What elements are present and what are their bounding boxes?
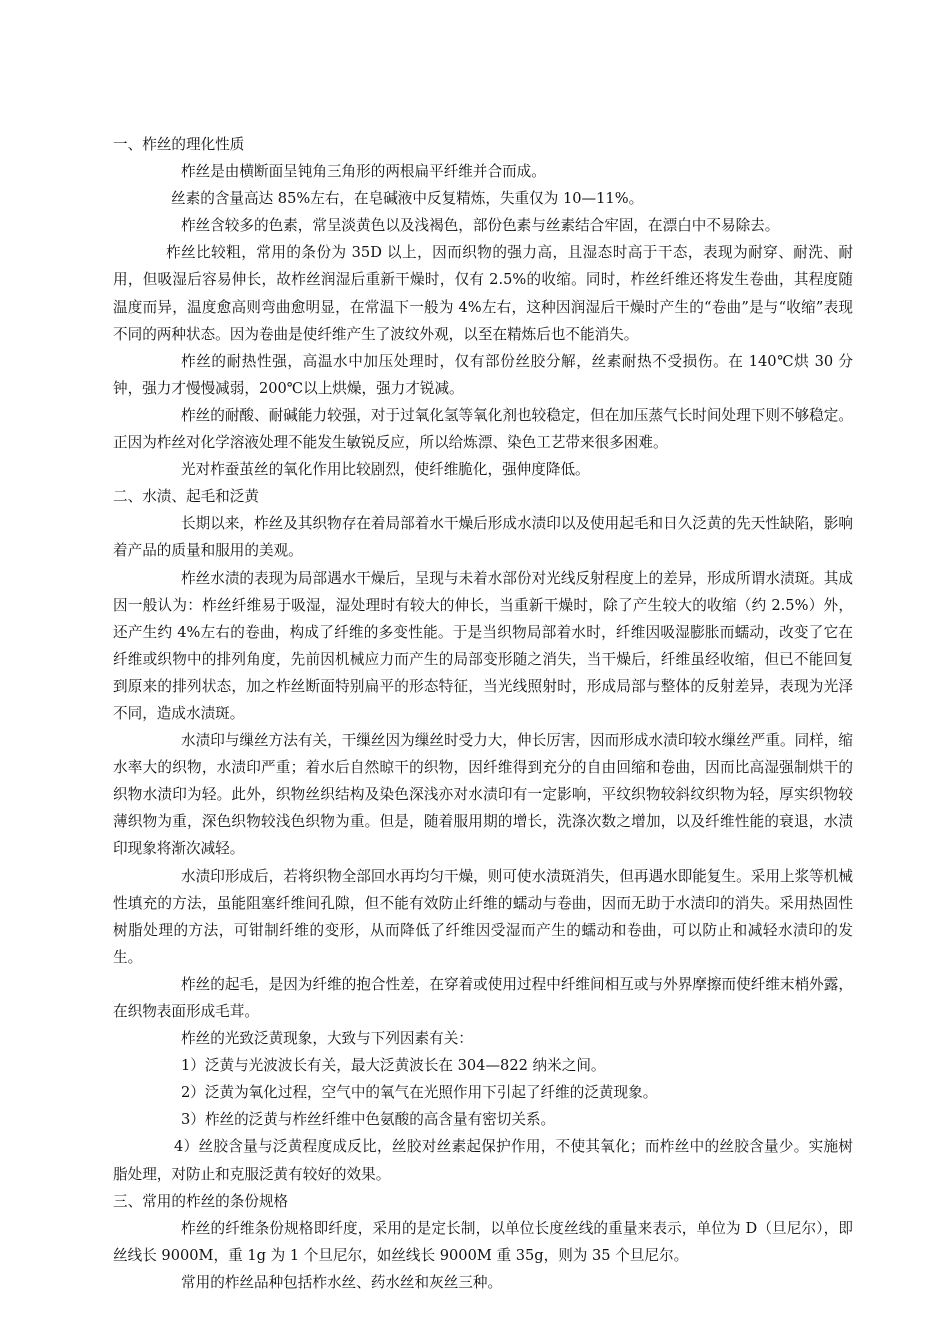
list-item: 4）丝胶含量与泛黄程度成反比，丝胶对丝素起保护作用，不使其氧化；而柞丝中的丝胶含量少。实施树脂处理，对防止和克服泛黄有较好的效果。	[113, 1138, 853, 1183]
paragraph: 柞丝的耐酸、耐碱能力较强，对于过氧化氢等氧化剂也较稳定，但在加压蒸气长时间处理下则不够稳定。正因为柞丝对化学溶液处理不能发生敏锐反应，所以给炼漂、染色工艺带来很多困难。	[113, 406, 853, 452]
paragraph: 柞丝比较粗，常用的条份为 35D 以上，因而织物的强力高，且湿态时高于干态，表现为耐穿、耐洗、耐用，但吸湿后容易伸长，故柞丝润湿后重新干燥时，仅有 2.5%的收缩。同时，柞丝纤维还将发生卷曲，其程度随温度而异，温度愈高则弯曲愈明显，在常温下一般为 4%左右，这种因润湿后干燥时产生的“卷曲”是与“收缩”表现不同的两种状态。因为卷曲是使纤维产生了波纹外观，以至在精炼后也不能消失。	[113, 244, 853, 343]
paragraph: 水渍印与缫丝方法有关，干缫丝因为缫丝时受力大，伸长厉害，因而形成水渍印较水缫丝严重。同样，缩水率大的织物，水渍印严重；着水后自然晾干的织物，因纤维得到充分的自由回缩和卷曲，因而比高湿强制烘干的织物水渍印为轻。此外，织物丝织结构及染色深浅亦对水渍印有一定影响，平纹织物较斜纹织物为轻，厚实织物较薄织物为重，深色织物较浅色织物为重。但是，随着服用期的增长，洗涤次数之增加，以及纤维性能的衰退，水渍印现象将渐次减轻。	[113, 732, 853, 858]
section-heading-3: 三、常用的柞丝的条份规格	[113, 1192, 289, 1210]
paragraph: 柞丝含较多的色素，常呈淡黄色以及浅褐色，部份色素与丝素结合牢固，在漂白中不易除去。	[181, 217, 780, 235]
section-heading-2: 二、水渍、起毛和泛黄	[113, 488, 259, 506]
paragraph: 长期以来，柞丝及其织物存在着局部着水干燥后形成水渍印以及使用起毛和日久泛黄的先天性缺陷，影响着产品的质量和服用的美观。	[113, 515, 853, 560]
paragraph: 光对柞蚕茧丝的氧化作用比较剧烈，使纤维脆化，强伸度降低。	[181, 461, 590, 479]
paragraph: 柞丝的耐热性强，高温水中加压处理时，仅有部份丝胶分解，丝素耐热不受损伤。在 140℃烘 30 分钟，强力才慢慢减弱，200℃以上烘燥，强力才锐减。	[113, 352, 853, 397]
paragraph: 柞丝水渍的表现为局部遇水干燥后，呈现与未着水部份对光线反射程度上的差异，形成所谓水渍斑。其成因一般认为：柞丝纤维易于吸湿，湿处理时有较大的伸长，当重新干燥时，除了产生较大的收缩（约 2.5%）外，还产生约 4%左右的卷曲，构成了纤维的多变性能。于是当织物局部着水时，纤维因吸湿膨胀而蠕动，改变了它在纤维或织物中的排列角度，先前因机械应力而产生的局部变形随之消失，当干燥后，纤维虽经收缩，但已不能回复到原来的排列状态，加之柞丝断面特别扁平的形态特征，当光线照射时，形成局部与整体的反射差异，表现为光泽不同，造成水渍斑。	[113, 569, 853, 722]
paragraph: 常用的柞丝品种包括柞水丝、药水丝和灰丝三种。	[181, 1273, 503, 1291]
paragraph: 柞丝的光致泛黄现象，大致与下列因素有关：	[181, 1030, 473, 1048]
list-item: 1）泛黄与光波波长有关，最大泛黄波长在 304—822 纳米之间。	[181, 1057, 606, 1075]
document-body	[113, 131, 853, 1296]
paragraph: 柞丝是由横断面呈钝角三角形的两根扁平纤维并合而成。	[181, 163, 546, 181]
paragraph: 柞丝的纤维条份规格即纤度，采用的是定长制，以单位长度丝线的重量来表示，单位为 D（旦尼尔），即丝线长 9000M，重 1g 为 1 个旦尼尔，如丝线长 9000M 重 35g，则为 35 个旦尼尔。	[113, 1219, 853, 1264]
list-item: 3）柞丝的泛黄与柞丝纤维中色氨酸的高含量有密切关系。	[181, 1111, 556, 1129]
paragraph: 丝素的含量高达 85%左右，在皂碱液中反复精炼，失重仅为 10—11%。	[171, 190, 644, 208]
list-item: 2）泛黄为氧化过程，空气中的氧气在光照作用下引起了纤维的泛黄现象。	[181, 1084, 658, 1102]
paragraph: 柞丝的起毛，是因为纤维的抱合性差，在穿着或使用过程中纤维间相互或与外界摩擦而使纤维末梢外露，在织物表面形成毛茸。	[113, 975, 853, 1020]
paragraph: 水渍印形成后，若将织物全部回水再均匀干燥，则可使水渍斑消失，但再遇水即能复生。采用上浆等机械性填充的方法，虽能阻塞纤维间孔隙，但不能有效防止纤维的蠕动与卷曲，因而无助于水渍印的消失。采用热固性树脂处理的方法，可钳制纤维的变形，从而降低了纤维因受湿而产生的蠕动和卷曲，可以防止和减轻水渍印的发生。	[113, 867, 853, 966]
section-heading-1: 一、柞丝的理化性质	[113, 136, 245, 153]
